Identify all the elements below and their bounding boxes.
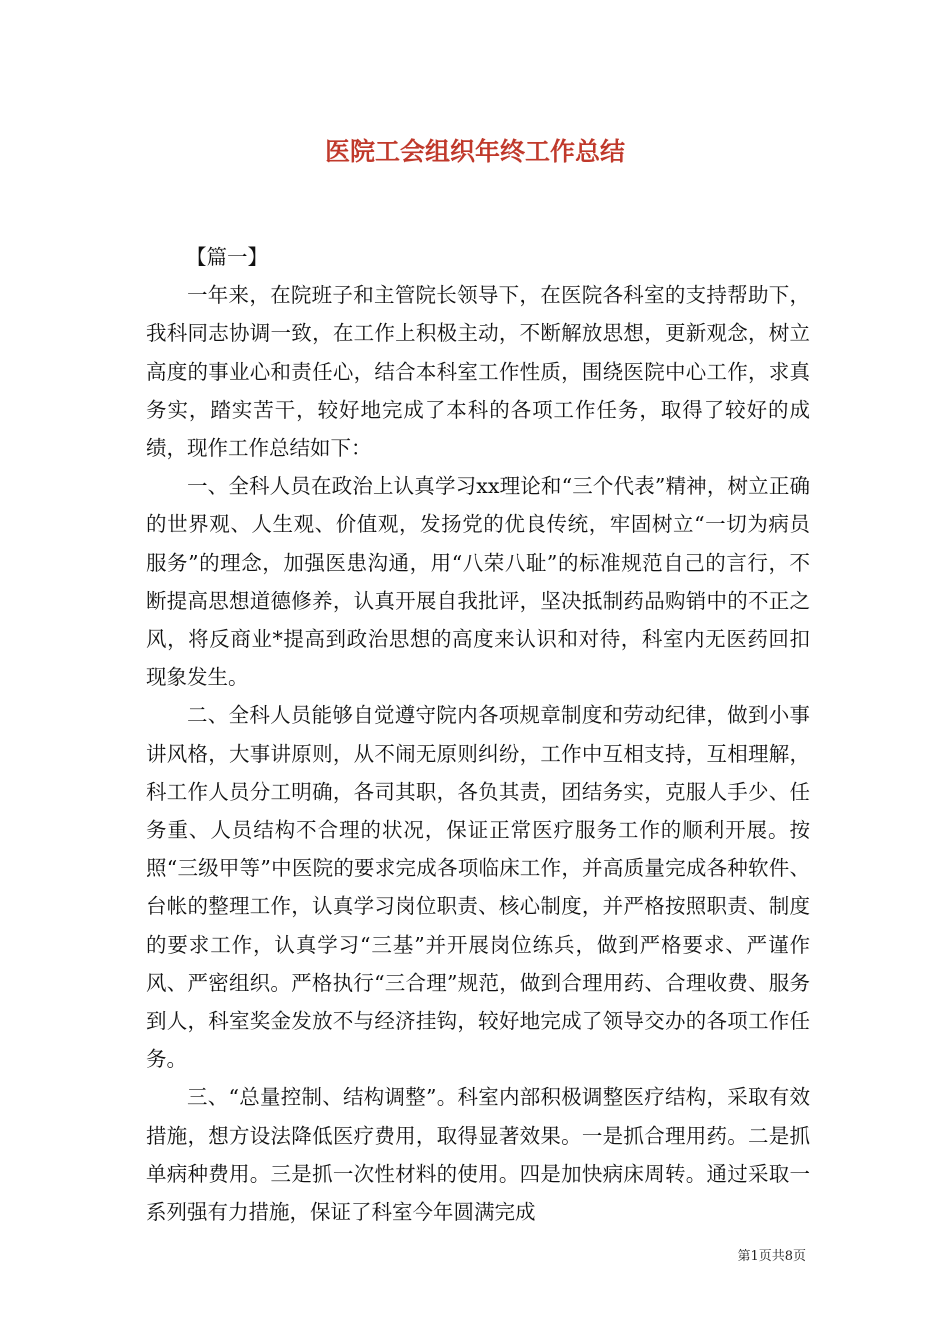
paragraph-three: 三、“总量控制、结构调整”。科室内部积极调整医疗结构，采取有效措施，想方设法降低医疗费用，取得显著效果。一是抓合理用药。二是抓单病种费用。三是抓一次性材料的使用。四是加快病床周转。通过采取一系列强有力措施，保证了科室今年圆满完成 (146, 1085, 810, 1225)
paragraph-one: 一、全科人员在政治上认真学习xx理论和“三个代表”精神，树立正确的世界观、人生观、价值观，发扬党的优良传统，牢固树立“一切为病员服务”的理念，加强医患沟通，用“八荣八耻”的标准规范自己的言行，不断提高思想道德修养，认真开展自我批评，坚决抵制药品购销中的不正之风，将反商业*提高到政治思想的高度来认识和对待，科室内无医药回扣现象发生。 (146, 474, 810, 690)
document-body (146, 238, 810, 1231)
paragraph-two: 二、全科人员能够自觉遵守院内各项规章制度和劳动纪律，做到小事讲风格，大事讲原则，从不闹无原则纠纷，工作中互相支持，互相理解，科工作人员分工明确，各司其职，各负其责，团结务实，克服人手少、任务重、人员结构不合理的状况，保证正常医疗服务工作的顺利开展。按照“三级甲等”中医院的要求完成各项临床工作，并高质量完成各种软件、台帐的整理工作，认真学习岗位职责、核心制度，并严格按照职责、制度的要求工作，认真学习“三基”并开展岗位练兵，做到严格要求、严谨作风、严密组织。严格执行“三合理”规范，做到合理用药、合理收费、服务到人，科室奖金发放不与经济挂钩，较好地完成了领导交办的各项工作任务。 (146, 703, 810, 1072)
paragraph-intro: 一年来，在院班子和主管院长领导下，在医院各科室的支持帮助下，我科同志协调一致，在工作上积极主动，不断解放思想，更新观念，树立高度的事业心和责任心，结合本科室工作性质，围绕医院中心工作，求真务实，踏实苦干，较好地完成了本科的各项工作任务，取得了较好的成绩，现作工作总结如下： (146, 283, 810, 461)
section-label: 【篇一】 (186, 245, 268, 269)
page-indicator: 第1页共8页 (737, 1249, 806, 1264)
document-title: 医院工会组织年终工作总结 (324, 137, 625, 166)
